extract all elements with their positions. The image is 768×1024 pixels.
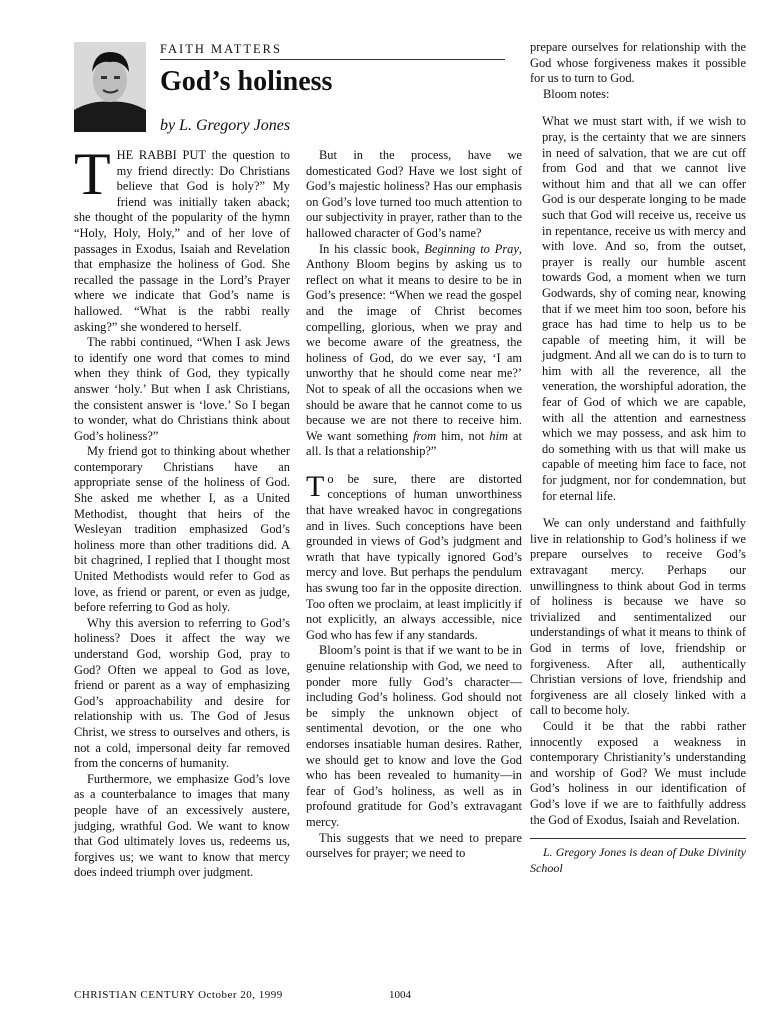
author-photo: [74, 42, 146, 132]
paragraph-text: o be sure, there are distorted conceptions of human unworthiness that have wreaked havoc in congregations and in lives. Such conceptions have been grounded in views of God’s judgment and wrath that have typically ignored God’s mercy and love. But perhaps the pendulum has swung too far in the opposite direction. Too often we proclaim, at least implicitly if not explicitly, an always accessible, nice God who has few if any standards.: [306, 471, 522, 642]
section-gap: [306, 460, 522, 472]
drop-cap: T: [74, 141, 111, 207]
paragraph: [74, 141, 290, 335]
text-run: at all. Is that a relationship?”: [306, 428, 522, 459]
paragraph: Bloom’s point is that if we want to be in genuine relationship with God, we need to ponder more fully God’s character—including God’s holiness. God should not be simply the unknown object of sentimental devotion, or the one who endorses insatiable human desires. Rather, we should get to know and love the God who has been revealed to humanity—in fear of God’s holiness, as well as in profound gratitude for God’s extravagant mercy.: [306, 643, 522, 829]
header-rule: [160, 59, 505, 60]
paragraph-text: the question to my friend directly: Do Christians believe that God is holy?” My friend was initially taken aback; she thought of the popularity of the hymn “Holy, Holy, Holy,” and of her love of passages in Exodus, Isaiah and Revelation that emphasize the holiness of God. She recalled the passage in the Lord’s Prayer where we indicate that God’s name is hallowed. “What is the rabbi really asking?” she wondered to herself.: [74, 148, 290, 334]
paragraph: prepare ourselves for relationship with the God whose forgiveness makes it possible for us to turn to God.: [530, 40, 746, 86]
book-title: Beginning to Pray: [424, 241, 519, 256]
lead-in: HE RABBI PUT: [116, 148, 206, 162]
page-number: 1004: [389, 989, 411, 1001]
publication-footer: CHRISTIAN CENTURY October 20, 1999: [74, 989, 283, 1001]
article-headline: God’s holiness: [160, 66, 333, 97]
paragraph: My friend got to thinking about whether contemporary Christians have an appropriate sense of the holiness of God. She asked me whether I, as a United Methodist, thought that heirs of the Wesleyan tradition emphasized God’s holiness more than other traditions did. A bit chagrined, I replied that I thought most United Methodists would refer to God as love, as friend or parent, or even as judge, before referring to God as holy.: [74, 444, 290, 615]
paragraph: Could it be that the rabbi rather innocently exposed a weakness in contemporary Christianity’s understanding and worship of God? We must include God’s holiness in our identification of God’s love if we are to faithfully address the God of Exodus, Isaiah and Revelation.: [530, 718, 746, 827]
paragraph: Why this aversion to referring to God’s holiness? Does it affect the way we understand God, worship God, pray to God? Often we appeal to God as love, friend or parent as a way of emphasizing God’s approachability and desire for relationship with us. The God of Jesus Christ, we stress to ourselves and others, is not a cold, impersonal deity far removed from the concerns of humanity.: [74, 615, 290, 771]
paragraph: This suggests that we need to prepare ourselves for prayer; we need to: [306, 830, 522, 861]
column-3: [530, 40, 746, 876]
text-run: , Anthony Bloom begins by asking us to reflect on what it means to desire to be in God’s presence: “When we read the gospel and the image of Christ becomes compelling, glorious, when we pray and we become aware of the greatness, the holiness of God, do we ever say, ‘I am unworthy that he should come near me?’ Not to speak of all the occasions when we should be aware that he cannot come to us because we are not there to receive him. We want something: [306, 241, 522, 443]
author-portrait-image: [74, 42, 146, 132]
paragraph: [306, 242, 522, 460]
article-byline: by L. Gregory Jones: [160, 117, 291, 134]
paragraph: We can only understand and faithfully live in relationship to God’s holiness if we prepare ourselves to receive God’s extravagant mercy. Perhaps our unwillingness to think about God in terms of holiness is because we have so trivialized and sentimentalized our understandings of what it means to think of God in terms of love, friendship or forgiveness. After all, authentically Christian versions of love, friendship and forgiveness are all closely linked with a call to become holy.: [530, 516, 746, 718]
text-run: him, not: [436, 428, 490, 443]
author-bio: L. Gregory Jones is dean of Duke Divinity School: [530, 845, 746, 875]
block-quote: [542, 114, 746, 504]
paragraph: Bloom notes:: [543, 86, 610, 101]
section-kicker: FAITH MATTERS: [160, 42, 282, 56]
section-gap: [530, 504, 746, 516]
text-run: In his classic book,: [319, 241, 425, 256]
emphasis: him: [489, 428, 508, 443]
paragraph: The rabbi continued, “When I ask Jews to identify one word that comes to mind when they think of God, they typically answer ‘holy.’ But when I ask Christians, the consistent answer is ‘love.’ So I began to wonder, what do Christians think about God’s holiness?”: [74, 335, 290, 443]
column-2: [306, 148, 522, 862]
drop-cap: T: [306, 469, 325, 503]
paragraph: [306, 469, 522, 644]
quote-text: What we must start with, if we wish to pray, is the certainty that we are sinners in need of salvation, that we are cut off from God and that we cannot live without him and that all we can offer God is our desperate longing to be made such that God will receive us, receive us in repentance, receive us with mercy and with love. And so, from the outset, prayer is really our humble ascent towards God, a moment when we turn Godwards, shy of coming near, knowing that if we meet him too soon, before his grace has had time to help us to be capable of meeting him, it will be judgment. And all we can do is to turn to him with all the reverence, all the veneration, the worshipful adoration, the fear of God of which we are capable, with all the attention and earnestness which we may possess, and ask him to do something with us that will make us capable of meeting him face to face, not for judgment, nor for condemnation, but for eternal life.: [542, 114, 746, 503]
bio-rule: [530, 838, 746, 839]
column-1: [74, 141, 290, 881]
paragraph: But in the process, have we domesticated God? Have we lost sight of God’s majestic holiness? Has our emphasis on God’s love turned too much attention to our subjectivity in prayer, rather than to the hallowed character of God’s name?: [306, 148, 522, 240]
emphasis: from: [413, 428, 437, 443]
paragraph: Furthermore, we emphasize God’s love as a counterbalance to images that many people have of an excessively austere, judging, wrathful God. We want to know that God ultimately loves us, redeems us, forgives us; we want to know that mercy does indeed triumph over judgment.: [74, 771, 290, 880]
